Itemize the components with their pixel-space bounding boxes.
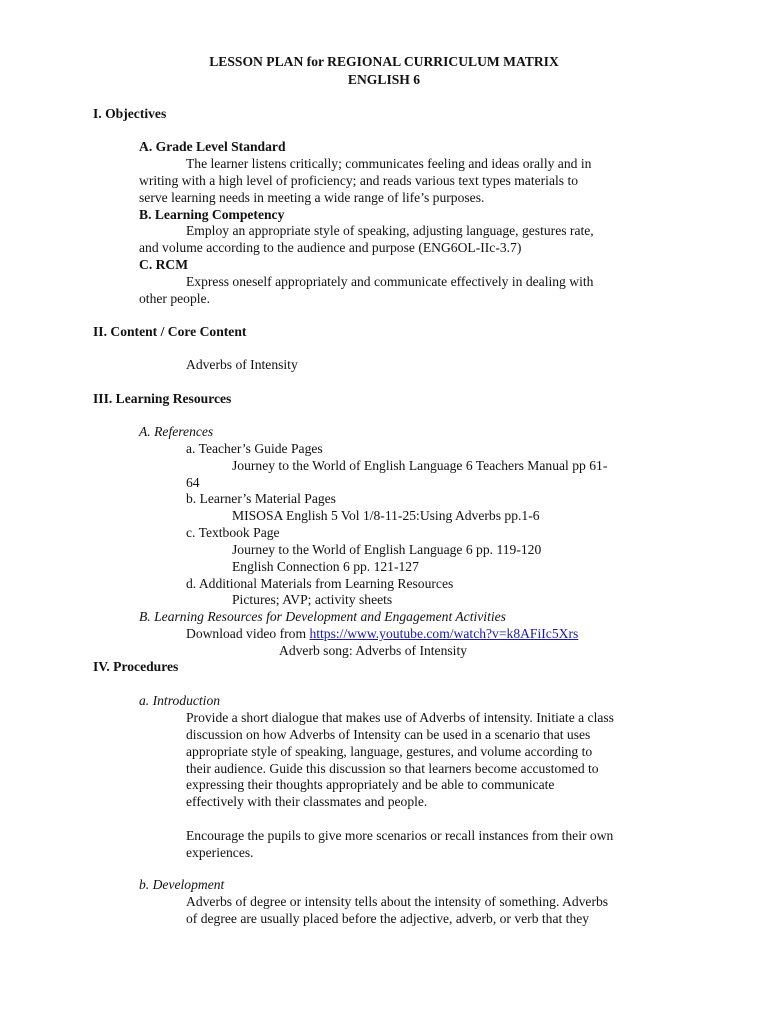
additional-materials-label: d. Additional Materials from Learning Resources [186,576,454,591]
download-prefix: Download video from [186,626,310,641]
textbook-line: Journey to the World of English Language 6 pp. 119-120 [232,542,542,557]
references-heading: A. References [139,424,214,439]
song-title: Adverb song: Adverbs of Intensity [279,643,468,658]
learners-material-label: b. Learner’s Material Pages [186,491,336,506]
teachers-guide-line: 64 [186,475,200,490]
introduction-line: their audience. Guide this discussion so that learners become accustomed to [186,761,599,776]
introduction-line: experiences. [186,845,254,860]
content-text: Adverbs of Intensity [186,357,298,372]
resources-heading: III. Learning Resources [93,391,232,406]
development-resources-heading: B. Learning Resources for Development and Engagement Activities [139,609,506,624]
introduction-line: effectively with their classmates and people. [186,794,428,809]
rcm-line: other people. [139,291,210,306]
video-link[interactable]: https://www.youtube.com/watch?v=k8AFiIc5Xrs [309,626,579,641]
learners-material-line: MISOSA English 5 Vol 1/8-11-25:Using Adverbs pp.1-6 [232,508,540,523]
development-heading: b. Development [139,877,225,892]
grade-level-standard-heading: A. Grade Level Standard [139,139,286,154]
grade-level-standard-line: serve learning needs in meeting a wide range of life’s purposes. [139,190,485,205]
learning-competency-line: and volume according to the audience and purpose (ENG6OL-IIc-3.7) [139,240,522,255]
rcm-heading: C. RCM [139,257,189,272]
introduction-line: expressing their thoughts appropriately and be able to communicate [186,777,555,792]
grade-level-standard-line: writing with a high level of proficiency; and reads various text types materials to [139,173,579,188]
introduction-line: Provide a short dialogue that makes use of Adverbs of intensity. Initiate a class [186,710,614,725]
introduction-line: appropriate style of speaking, language, gestures, and volume according to [186,744,593,759]
rcm-line: Express oneself appropriately and communicate effectively in dealing with [186,274,594,289]
learning-competency-heading: B. Learning Competency [139,207,285,222]
textbook-line: English Connection 6 pp. 121-127 [232,559,419,574]
additional-materials-line: Pictures; AVP; activity sheets [232,592,393,607]
title-line-2: ENGLISH 6 [347,72,421,87]
learning-competency-line: Employ an appropriate style of speaking, adjusting language, gestures rate, [186,223,594,238]
development-line: of degree are usually placed before the adjective, adverb, or verb that they [186,911,590,926]
grade-level-standard-line: The learner listens critically; communicates feeling and ideas orally and in [186,156,592,171]
content-heading: II. Content / Core Content [93,324,247,339]
objectives-heading: I. Objectives [93,106,167,121]
introduction-line: Encourage the pupils to give more scenarios or recall instances from their own [186,828,614,843]
textbook-label: c. Textbook Page [186,525,280,540]
development-line: Adverbs of degree or intensity tells about the intensity of something. Adverbs [186,894,609,909]
teachers-guide-line: Journey to the World of English Language 6 Teachers Manual pp 61- [232,458,608,473]
introduction-heading: a. Introduction [139,693,221,708]
download-line [186,626,578,643]
title-line-1: LESSON PLAN for REGIONAL CURRICULUM MATRIX [209,54,559,69]
procedures-heading: IV. Procedures [93,659,179,674]
introduction-line: discussion on how Adverbs of Intensity can be used in a scenario that uses [186,727,591,742]
teachers-guide-label: a. Teacher’s Guide Pages [186,441,323,456]
